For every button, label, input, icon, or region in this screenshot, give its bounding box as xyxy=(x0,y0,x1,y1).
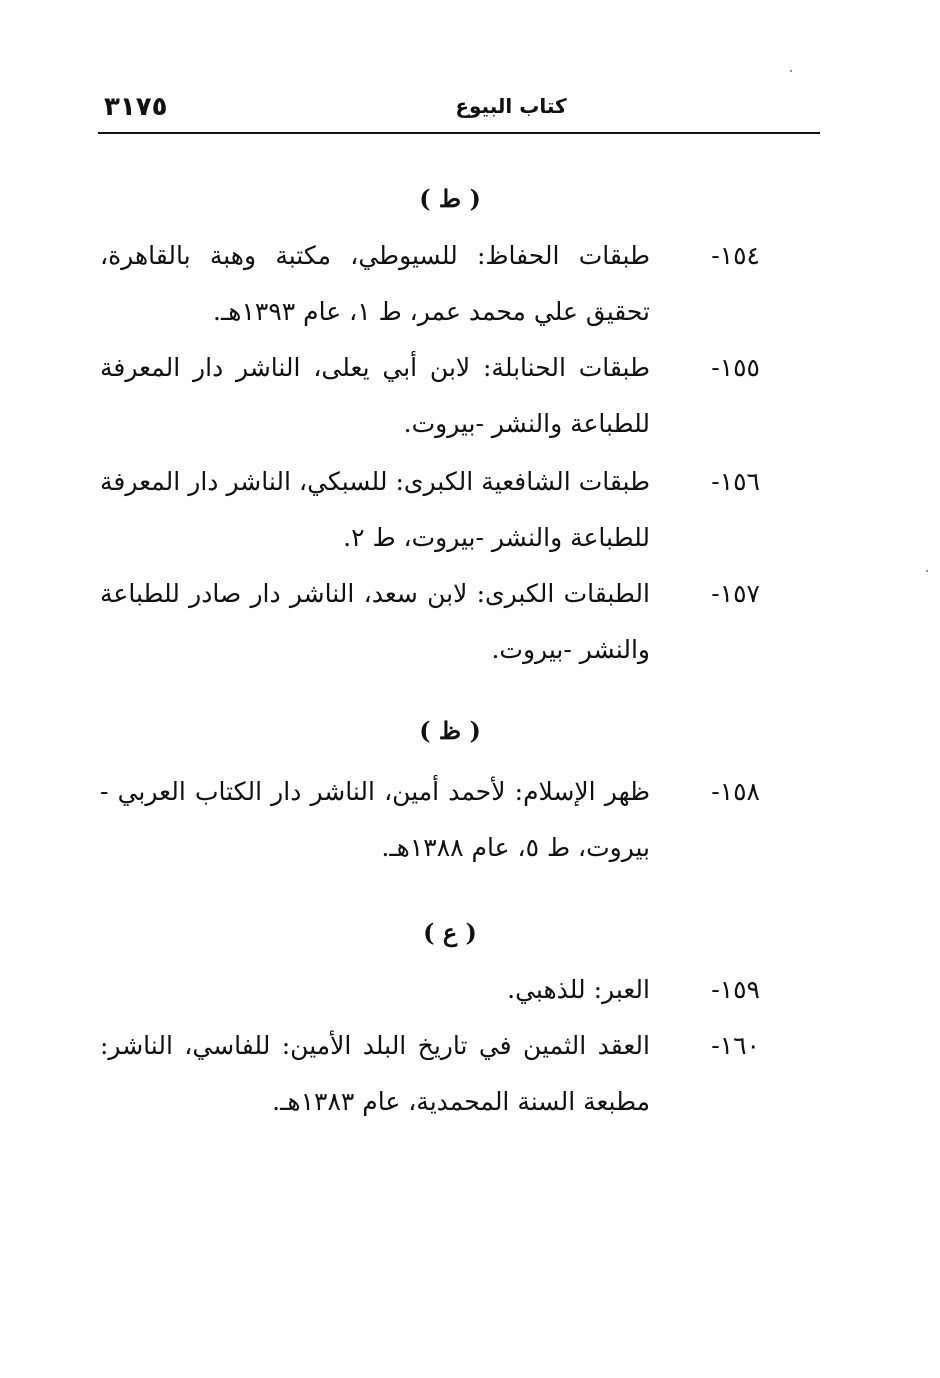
bibliography-entry-159 xyxy=(100,962,760,1018)
entry-number: ١٥٦- xyxy=(711,467,760,496)
bibliography-entry-155 xyxy=(100,340,760,452)
section-heading-ayn: ( ع ) xyxy=(423,918,477,947)
running-title: كتاب البيوع xyxy=(455,94,567,118)
entry-text: الطبقات الكبرى: لابن سعد، الناشر دار صادر للطباعة والنشر -بيروت. xyxy=(100,579,650,664)
page-header xyxy=(98,92,820,128)
page-number: ٣١٧٥ xyxy=(104,92,168,122)
section-heading-za: ( ظ ) xyxy=(419,716,481,745)
bibliography-entry-158 xyxy=(100,764,760,876)
entry-number: ١٥٥- xyxy=(711,353,760,382)
scan-speck xyxy=(790,70,792,72)
bibliography-entry-154 xyxy=(100,228,760,340)
entry-text: طبقات الحفاظ: للسيوطي، مكتبة وهبة بالقاهرة، تحقيق علي محمد عمر، ط ١، عام ١٣٩٣هـ. xyxy=(100,241,650,326)
entry-number: ١٥٧- xyxy=(711,579,760,608)
entry-text: طبقات الشافعية الكبرى: للسبكي، الناشر دار المعرفة للطباعة والنشر -بيروت، ط ٢. xyxy=(100,467,650,552)
section-heading-ta: ( ط ) xyxy=(419,184,481,213)
entry-text: طبقات الحنابلة: لابن أبي يعلى، الناشر دار المعرفة للطباعة والنشر -بيروت. xyxy=(100,353,650,438)
entry-number: ١٥٨- xyxy=(711,777,760,806)
scan-speck xyxy=(926,570,928,572)
entry-text: العقد الثمين في تاريخ البلد الأمين: للفاسي، الناشر: مطبعة السنة المحمدية، عام ١٣٨٣هـ. xyxy=(100,1031,650,1116)
bibliography-entry-156 xyxy=(100,454,760,566)
entry-number: ١٥٤- xyxy=(711,241,760,270)
entry-number: ١٥٩- xyxy=(711,975,760,1004)
bibliography-entry-160 xyxy=(100,1018,760,1130)
header-rule xyxy=(98,132,820,134)
entry-number: ١٦٠- xyxy=(711,1031,760,1060)
entry-text: ظهر الإسلام: لأحمد أمين، الناشر دار الكتاب العربي - بيروت، ط ٥، عام ١٣٨٨هـ. xyxy=(100,777,650,862)
entry-text: العبر: للذهبي. xyxy=(507,975,650,1004)
bibliography-entry-157 xyxy=(100,566,760,678)
